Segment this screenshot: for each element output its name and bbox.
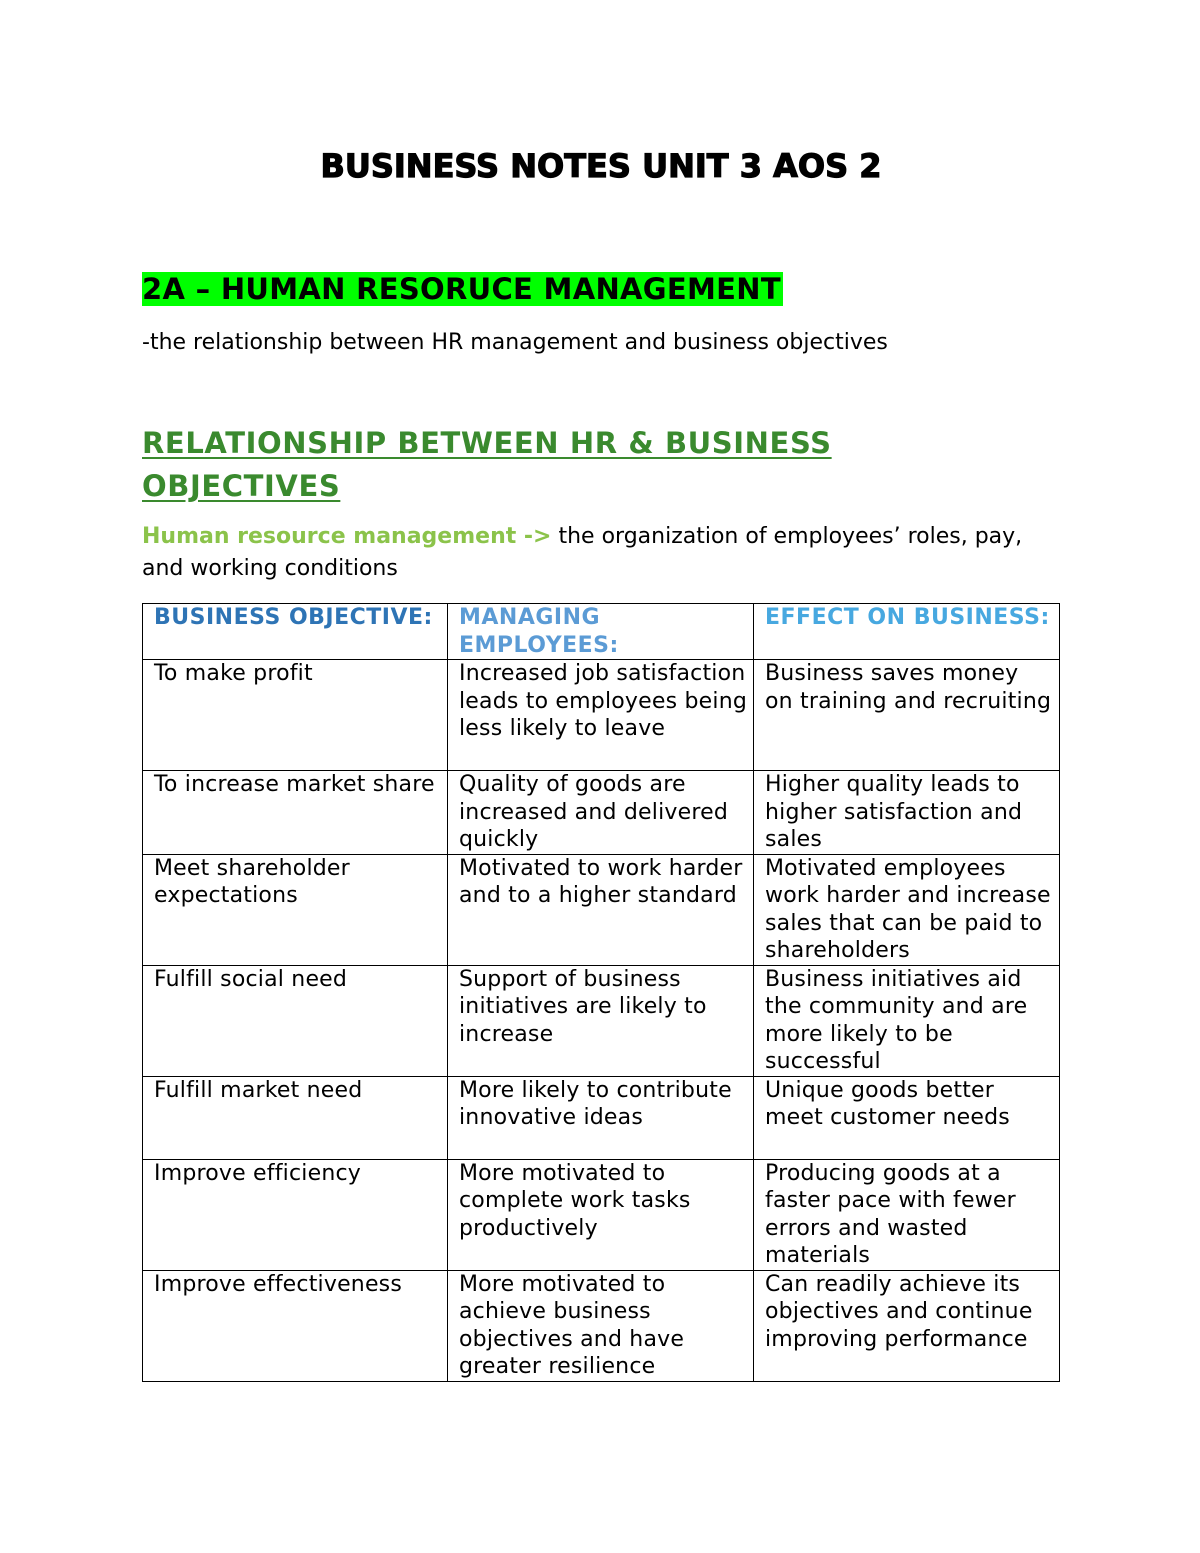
table-row — [143, 854, 1060, 965]
objective-cell: Improve effectiveness — [143, 1270, 448, 1381]
table-row — [143, 965, 1060, 1076]
effect-cell: Business saves money on training and recruiting — [754, 660, 1060, 771]
section-subheading: -the relationship between HR management and business objectives — [142, 330, 888, 355]
managing-cell: Support of business initiatives are likely to increase — [448, 965, 754, 1076]
effect-cell: Unique goods better meet customer needs — [754, 1076, 1060, 1159]
table-row — [143, 1076, 1060, 1159]
hr-objectives-table — [142, 603, 1060, 1382]
managing-cell: More motivated to complete work tasks productively — [448, 1159, 754, 1270]
effect-cell: Producing goods at a faster pace with fewer errors and wasted materials — [754, 1159, 1060, 1270]
objective-cell: Meet shareholder expectations — [143, 854, 448, 965]
definition-text: the organization of employees’ roles, pay, and working conditions — [142, 524, 1023, 581]
objective-cell: Fulfill market need — [143, 1076, 448, 1159]
objective-cell: Fulfill social need — [143, 965, 448, 1076]
table-row — [143, 1159, 1060, 1270]
managing-cell: Motivated to work harder and to a higher standard — [448, 854, 754, 965]
effect-cell: Motivated employees work harder and increase sales that can be paid to shareholders — [754, 854, 1060, 965]
table-row — [143, 1270, 1060, 1381]
section-heading-highlight: 2A – HUMAN RESORUCE MANAGEMENT — [142, 272, 781, 306]
objective-cell: To increase market share — [143, 771, 448, 855]
effect-cell: Can readily achieve its objectives and continue improving performance — [754, 1270, 1060, 1381]
table-row — [143, 660, 1060, 771]
header-managing-employees: MANAGING EMPLOYEES: — [448, 604, 754, 660]
objective-cell: Improve efficiency — [143, 1159, 448, 1270]
objective-cell: To make profit — [143, 660, 448, 771]
effect-cell: Higher quality leads to higher satisfaction and sales — [754, 771, 1060, 855]
table-row — [143, 771, 1060, 855]
managing-cell: More motivated to achieve business objectives and have greater resilience — [448, 1270, 754, 1381]
effect-cell: Business initiatives aid the community and are more likely to be successful — [754, 965, 1060, 1076]
table-header-row — [143, 604, 1060, 660]
definition-term: Human resource management -> — [142, 524, 552, 549]
managing-cell: Quality of goods are increased and delivered quickly — [448, 771, 754, 855]
section-heading — [142, 270, 783, 308]
header-business-objective: BUSINESS OBJECTIVE: — [143, 604, 448, 660]
managing-cell: Increased job satisfaction leads to employees being less likely to leave — [448, 660, 754, 771]
topic-heading: RELATIONSHIP BETWEEN HR & BUSINESS OBJECTIVES — [142, 426, 832, 503]
managing-cell: More likely to contribute innovative ideas — [448, 1076, 754, 1159]
definition — [142, 521, 1060, 585]
header-effect-on-business: EFFECT ON BUSINESS: — [754, 604, 1060, 660]
document-title: BUSINESS NOTES UNIT 3 AOS 2 — [320, 147, 882, 185]
